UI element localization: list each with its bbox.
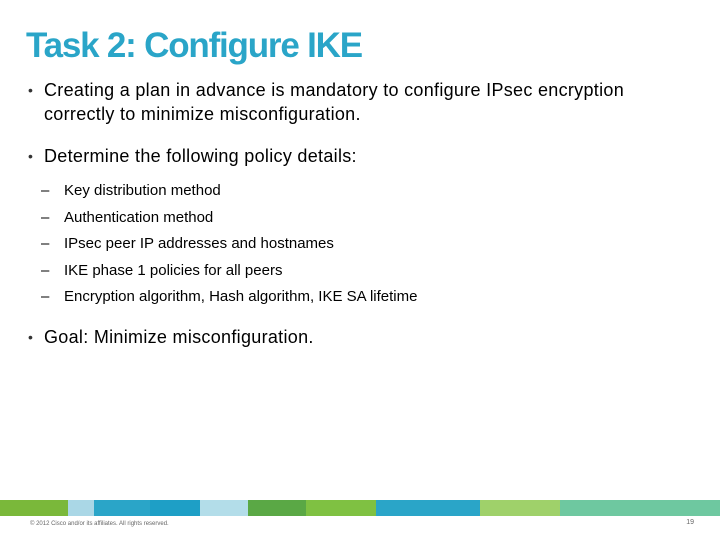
dash-icon: – (41, 208, 50, 226)
dash-icon: – (41, 261, 50, 279)
page-number: 19 (686, 519, 694, 526)
footer-bar-segment (0, 500, 68, 516)
sub-bullet-text: Encryption algorithm, Hash algorithm, IKE SA lifetime (64, 288, 418, 305)
footer-bar-segment (376, 500, 480, 516)
footer-bar-segment (248, 500, 306, 516)
dash-icon: – (41, 182, 50, 199)
footer-bar-segment (306, 500, 376, 516)
sub-bullet-text: IPsec peer IP addresses and hostnames (64, 235, 334, 252)
sub-bullet-item (28, 231, 698, 258)
sub-bullet-item (28, 178, 698, 205)
slide-title: Task 2: Configure IKE (26, 26, 362, 65)
bullet-text: Creating a plan in advance is mandatory to configure IPsec encryption correctly to minimize misconfiguration. (44, 80, 625, 124)
footer-bar-segment (94, 500, 150, 516)
dash-icon: – (41, 235, 50, 252)
footer-bar-segment (200, 500, 248, 516)
sub-bullet-text: Authentication method (64, 208, 214, 226)
footer-bar-segment (150, 500, 200, 516)
sub-bullet-list (28, 178, 698, 311)
sub-bullet-item (28, 258, 698, 285)
sub-bullet-text: Key distribution method (64, 182, 221, 199)
bullet-item-plan (28, 78, 698, 126)
footer-bar-segment (68, 500, 94, 516)
sub-bullet-item (28, 205, 698, 232)
bullet-dot-icon: • (28, 328, 34, 345)
sub-bullet-text: IKE phase 1 policies for all peers (64, 261, 283, 279)
bullet-item-goal (28, 325, 698, 349)
footer-bar-segment (480, 500, 560, 516)
footer-copyright: © 2012 Cisco and/or its affiliates. All rights reserved. (30, 521, 169, 527)
sub-bullet-item (28, 284, 698, 311)
bullet-dot-icon: • (28, 82, 34, 98)
footer-color-bar (0, 500, 720, 516)
dash-icon: – (41, 288, 50, 305)
bullet-item-policy (28, 144, 698, 168)
bullet-text: Determine the following policy details: (44, 146, 357, 166)
bullet-dot-icon: • (28, 148, 34, 164)
footer-bar-segment (560, 500, 720, 516)
bullet-list (28, 78, 698, 349)
bullet-text: Goal: Minimize misconfiguration. (44, 326, 314, 347)
